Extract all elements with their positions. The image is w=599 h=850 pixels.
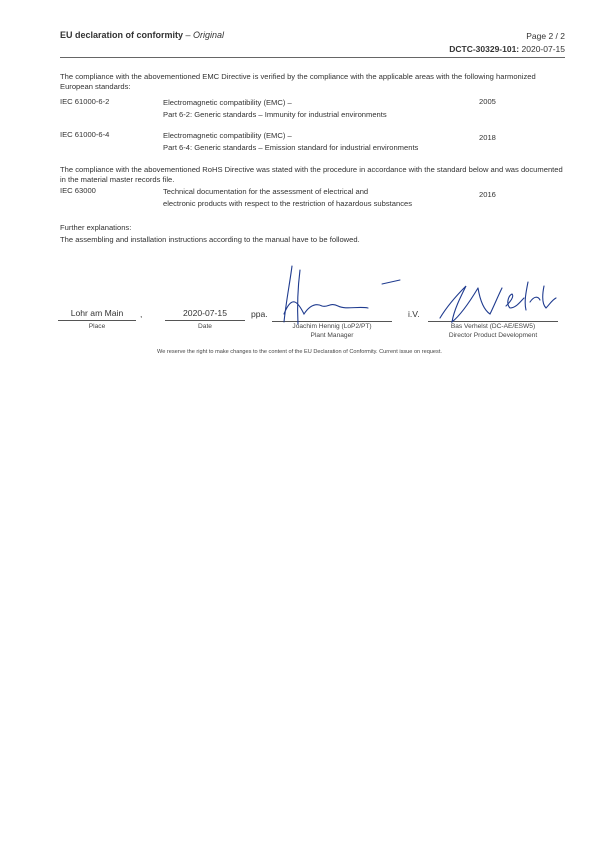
standard-year: 2005 — [479, 97, 496, 106]
doc-number: DCTC-30329-101: — [449, 44, 520, 54]
standard-code: IEC 61000-6-2 — [60, 97, 110, 106]
doc-date: 2020-07-15 — [521, 44, 565, 54]
date-label: Date — [198, 323, 212, 330]
date-underline — [165, 320, 245, 321]
standard-desc-line: Part 6-2: Generic standards – Immunity for industrial environments — [163, 109, 387, 119]
title-italic: Original — [193, 30, 225, 40]
title-separator: – — [183, 30, 194, 40]
standard-desc-line: Technical documentation for the assessment of electrical and — [163, 187, 369, 196]
signer2-name: Bas Verhelst (DC-AE/ESW5) — [450, 323, 536, 330]
standard-year: 2016 — [479, 190, 496, 199]
header-meta — [449, 30, 565, 56]
standard-code: IEC 63000 — [60, 186, 96, 195]
further-text: The assembling and installation instructions according to the manual have to be followed. — [60, 235, 360, 244]
signer1-title: Plant Manager — [310, 332, 354, 339]
standard-description — [163, 130, 418, 153]
document-number — [449, 43, 565, 56]
place-label: Place — [88, 323, 106, 330]
standard-desc-line: Part 6-4: Generic standards – Emission standard for industrial environments — [163, 142, 419, 152]
standard-description — [163, 97, 387, 120]
standard-desc-line: Electromagnetic compatibility (EMC) – — [163, 98, 292, 107]
signer1-name: Joachim Hennig (LoP2/PT) — [292, 323, 372, 330]
emc-intro: The compliance with the abovementioned EMC Directive is verified by the compliance with the applicable areas with the following harmonized European standards: — [60, 72, 536, 92]
rohs-intro: The compliance with the abovementioned RoHS Directive was stated with the procedure in accordance with the standard below and was documented in the material master records file. — [60, 165, 563, 185]
standard-desc-line: Electromagnetic compatibility (EMC) – — [163, 131, 292, 140]
signer2-title: Director Product Development — [448, 332, 538, 339]
date-value: 2020-07-15 — [183, 308, 227, 318]
ppa-label: ppa. — [251, 309, 268, 319]
title-bold: EU declaration of conformity — [60, 30, 184, 40]
header-divider — [60, 57, 565, 58]
signature-verhelst — [432, 278, 572, 328]
place-underline — [58, 320, 136, 321]
footnote: We reserve the right to make changes to the content of the EU Declaration of Conformity. Current issue on request. — [157, 349, 442, 355]
further-heading: Further explanations: — [60, 223, 132, 232]
signature-hennig — [270, 262, 400, 332]
document-title — [60, 30, 224, 40]
standard-description — [163, 186, 412, 209]
standard-code: IEC 61000-6-4 — [60, 130, 110, 139]
comma: , — [140, 309, 143, 319]
iv-label: i.V. — [408, 309, 420, 319]
place-value: Lohr am Main — [70, 308, 124, 318]
standard-year: 2018 — [479, 133, 496, 142]
page-number: Page 2 / 2 — [526, 31, 565, 41]
standard-desc-line: electronic products with respect to the restriction of hazardous substances — [163, 198, 413, 208]
